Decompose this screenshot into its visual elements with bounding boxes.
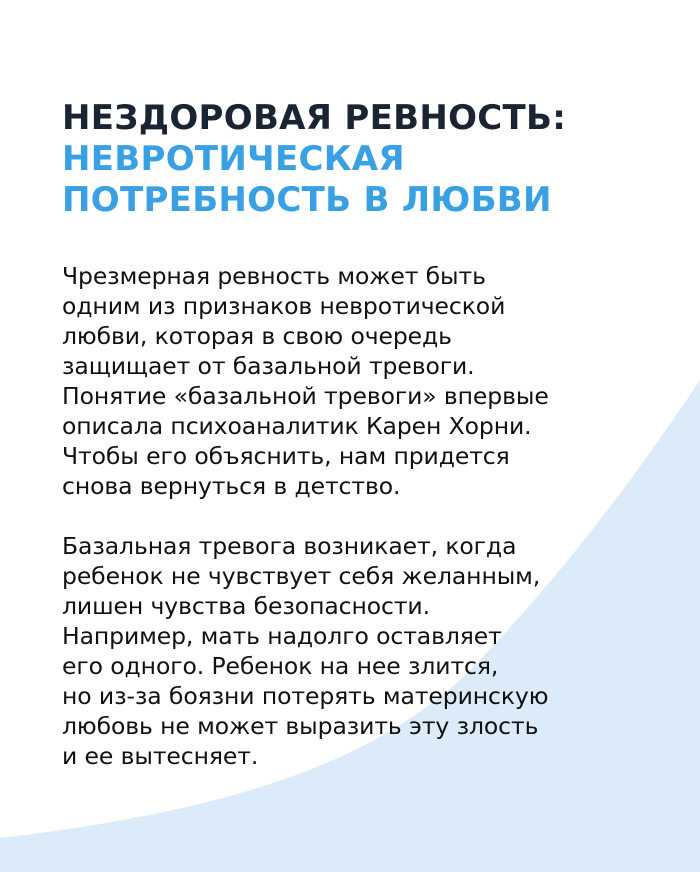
text-line: но из-за боязни потерять материнскую: [62, 682, 549, 710]
text-line: любовь не может выразить эту злость: [62, 712, 539, 740]
paragraph-2: [62, 531, 682, 771]
title-line-3: ПОТРЕБНОСТЬ В ЛЮБВИ: [62, 180, 552, 220]
text-line: одним из признаков невротической: [62, 292, 506, 320]
text-line: Например, мать надолго оставляет: [62, 622, 502, 650]
paragraph-1: [62, 261, 682, 501]
text-line: ребенок не чувствует себя желанным,: [62, 562, 541, 590]
title-line-2: НЕВРОТИЧЕСКАЯ: [62, 139, 405, 179]
text-line: Базальная тревога возникает, когда: [62, 532, 517, 560]
text-line: и ее вытесняет.: [62, 742, 259, 770]
text-line: Чтобы его объяснить, нам придется: [62, 442, 510, 470]
title-line-1: НЕЗДОРОВАЯ РЕВНОСТЬ:: [62, 98, 567, 138]
text-line: защищает от базальной тревоги.: [62, 352, 475, 380]
text-line: его одного. Ребенок на нее злится,: [62, 652, 499, 680]
text-line: Чрезмерная ревность может быть: [62, 262, 486, 290]
page-title: [62, 98, 682, 221]
text-line: любви, которая в свою очередь: [62, 322, 452, 350]
text-line: Понятие «базальной тревоги» впервые: [62, 382, 549, 410]
text-line: описала психоаналитик Карен Хорни.: [62, 412, 532, 440]
post-content: [62, 98, 682, 771]
text-line: лишен чувства безопасности.: [62, 592, 430, 620]
text-line: снова вернуться в детство.: [62, 472, 401, 500]
